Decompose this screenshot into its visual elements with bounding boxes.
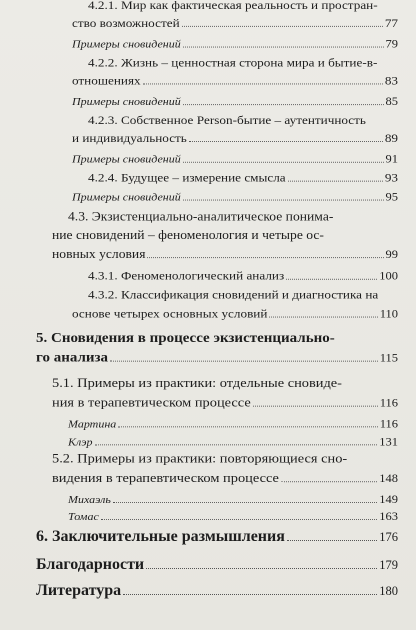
toc-text: Томас: [68, 510, 99, 523]
dot-leader: [281, 481, 377, 482]
page-number: 110: [379, 307, 398, 321]
toc-entry-examples: [72, 95, 398, 109]
toc-entry-examples: [72, 191, 398, 205]
toc-entry-5-2: [52, 471, 398, 486]
dot-leader: [183, 104, 384, 105]
page-number: 83: [384, 73, 398, 88]
toc-entry-4-3: [52, 247, 398, 261]
chapter-heading: 6. Заключительные размышления: [36, 528, 285, 545]
dot-leader: [95, 444, 378, 445]
toc-text: 4.2.2. Жизнь – ценностная сторона мира и бытие-в-: [88, 55, 378, 70]
chapter-heading: го анализа: [36, 350, 109, 366]
page-number: 179: [379, 558, 398, 572]
toc-entry-chapter-6: [36, 528, 398, 546]
dot-leader: [143, 84, 383, 85]
dot-leader: [253, 406, 378, 407]
toc-entry-5-1: [52, 396, 398, 411]
toc-text: 4.3. Экзистенциально-аналитическое понима-: [68, 209, 334, 223]
dot-leader: [183, 200, 384, 201]
toc-text: ство возможностей: [72, 16, 180, 30]
toc-text: 4.2.1. Мир как фактическая реальность и простран-: [88, 0, 378, 12]
toc-text: 4.2.4. Будущее – измерение смысла: [88, 170, 286, 185]
dot-leader: [123, 594, 377, 595]
dot-leader: [146, 568, 377, 569]
dot-leader: [113, 502, 377, 503]
toc-entry-4-3-1: [88, 269, 398, 283]
toc-text: 5.1. Примеры из практики: отдельные сновиде-: [52, 376, 342, 391]
page-number: 116: [379, 396, 398, 410]
page-number: 89: [384, 131, 398, 145]
toc-text: новных условия: [52, 247, 146, 261]
page-number: 116: [379, 417, 398, 430]
dot-leader: [183, 47, 384, 48]
dot-leader: [288, 181, 383, 182]
page-number: 180: [379, 584, 398, 598]
toc-entry-case: [68, 435, 398, 449]
toc-entry-acknowledgements: [36, 556, 398, 574]
chapter-heading: 5. Сновидения в процессе экзистенциально-: [36, 331, 335, 346]
toc-entry-bibliography: [36, 582, 398, 600]
toc-leader-line: [72, 16, 398, 30]
toc-entry-4-2-4: [88, 171, 398, 185]
dot-leader: [182, 26, 383, 27]
page-number: 99: [385, 248, 398, 261]
page-number: 115: [379, 351, 398, 365]
toc-text: Михаэль: [68, 493, 111, 506]
dot-leader: [101, 519, 377, 520]
toc-entry-4-3-2: [72, 307, 398, 321]
page-number: 93: [384, 170, 398, 185]
page-number: 85: [385, 95, 398, 108]
dot-leader: [183, 162, 384, 163]
toc-entry-case: [68, 493, 398, 507]
page-number: 100: [379, 269, 398, 283]
toc-entry-4-2-3: [72, 131, 398, 145]
dot-leader: [118, 426, 377, 427]
toc-text: Примеры сновидений: [72, 190, 181, 204]
page-number: 176: [379, 530, 398, 544]
dot-leader: [110, 361, 378, 362]
page-number: 79: [385, 37, 398, 51]
dot-leader: [189, 141, 383, 142]
toc-text: ние сновидений – феноменология и четыре ос-: [52, 228, 324, 242]
page-number: 149: [379, 493, 398, 506]
page-number: 148: [379, 472, 398, 485]
toc-entry-examples: [72, 38, 398, 52]
toc-text: 4.3.1. Феноменологический анализ: [88, 268, 285, 283]
toc-entry-chapter-5: [36, 351, 398, 366]
section-heading: Литература: [36, 582, 122, 599]
page-number: 163: [379, 510, 398, 523]
dot-leader: [147, 257, 383, 258]
toc-entry-4-2-2: [72, 74, 398, 88]
toc-text: 4.2.3. Собственное Person-бытие – аутентичность: [88, 113, 366, 127]
toc-entry-case: [68, 417, 398, 431]
toc-entry-examples: [72, 153, 398, 167]
page-number: 91: [385, 152, 398, 166]
toc-text: 5.2. Примеры из практики: повторяющиеся сно-: [52, 451, 348, 466]
toc-text: Примеры сновидений: [72, 95, 181, 108]
toc-text: основе четырех основных условий: [72, 306, 268, 321]
toc-text: отношениях: [72, 73, 141, 88]
dot-leader: [287, 540, 377, 541]
page-number: 131: [379, 435, 398, 448]
toc-text: ния в терапевтическом процессе: [52, 395, 251, 411]
toc-text: 4.3.2. Классификация сновидений и диагностика на: [88, 287, 379, 302]
toc-text: видения в терапевтическом процессе: [52, 471, 279, 486]
section-heading: Благодарности: [36, 556, 145, 573]
toc-text: Клэр: [68, 435, 93, 448]
page-number: 77: [384, 16, 398, 30]
dot-leader: [269, 317, 377, 318]
dot-leader: [286, 279, 377, 280]
page-number: 95: [385, 190, 398, 204]
toc-text: и индивидуальность: [72, 131, 187, 145]
toc-text: Мартина: [68, 417, 117, 430]
toc-text: Примеры сновидений: [72, 37, 181, 51]
toc-text: Примеры сновидений: [72, 152, 181, 166]
toc-entry-case: [68, 510, 398, 524]
